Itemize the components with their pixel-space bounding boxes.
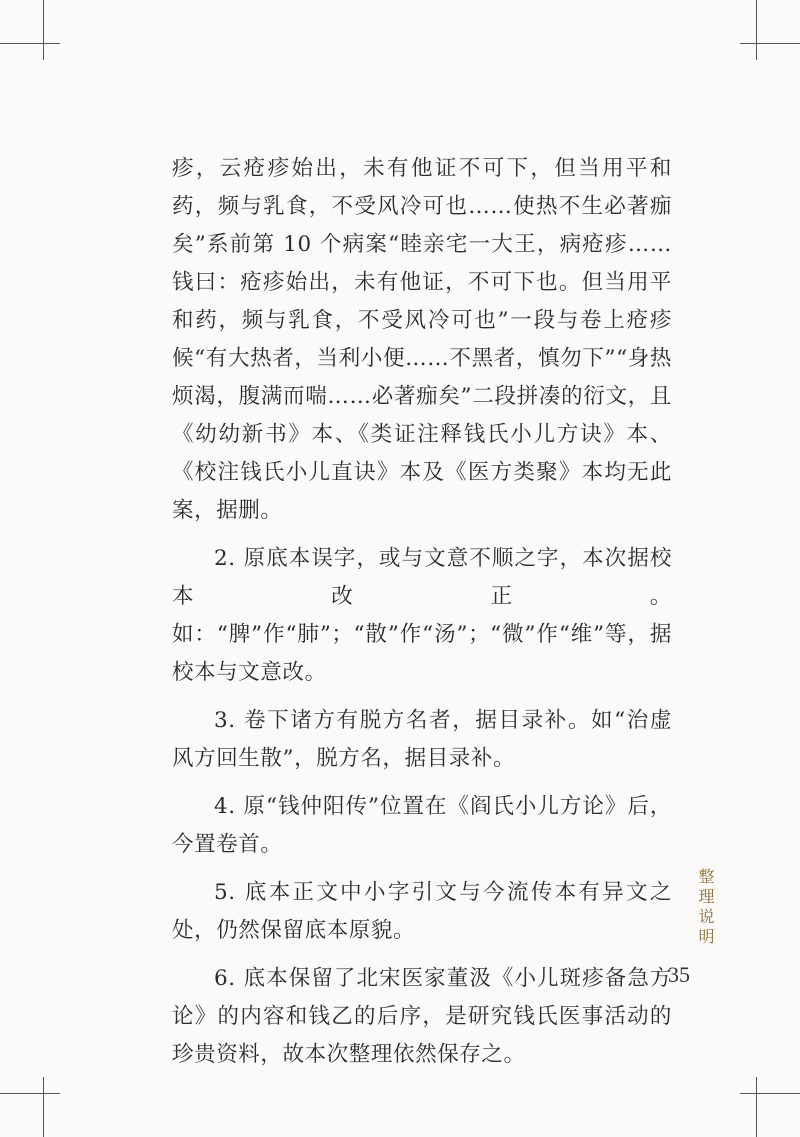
paragraph-item-4: 4. 原“钱仲阳传”位置在《阎氏小儿方论》后，今置卷首。 (172, 794, 672, 857)
body-text (172, 150, 672, 1084)
crop-mark-bottom-left-h (0, 1093, 60, 1094)
paragraph-item-3: 3. 卷下诸方有脱方名者，据目录补。如“治虚风方回生散”，脱方名，据目录补。 (172, 708, 672, 771)
crop-mark-bottom-right-v (756, 1077, 757, 1137)
crop-mark-bottom-right-h (740, 1093, 800, 1094)
crop-mark-top-left-v (43, 0, 44, 60)
crop-mark-top-left-h (0, 43, 60, 44)
section-side-label: 整理说明 (696, 868, 715, 948)
crop-mark-bottom-left-v (43, 1077, 44, 1137)
paragraph-item-6: 6. 底本保留了北宋医家董汲《小儿斑疹备急方论》的内容和钱乙的后序，是研究钱氏医事活动的珍贵资料，故本次整理依然保存之。 (172, 966, 672, 1067)
crop-mark-top-right-v (756, 0, 757, 60)
paragraph-continued: 疹，云疮疹始出，未有他证不可下，但当用平和药，频与乳食，不受风冷可也……使热不生必著痂矣”系前第 10 个病案“睦亲宅一大王，病疮疹……钱曰：疮疹始出，未有他证，不可下也。但当用平和药，频与乳食，不受风冷可也”一段与卷上疮疹候“有大热者，当利小便……不黑者，慎勿下”“身热烦渴，腹满而喘……必著痂矣”二段拼凑的衍文，且《幼幼新书》本、《类证注释钱氏小儿方诀》本、《校注钱氏小儿直诀》本及《医方类聚》本均无此案，据删。 (172, 156, 672, 523)
paragraph-item-5: 5. 底本正文中小字引文与今流传本有异文之处，仍然保留底本原貌。 (172, 880, 672, 943)
crop-mark-top-right-h (740, 43, 800, 44)
page-number: 35 (668, 962, 690, 987)
paragraph-item-2: 2. 原底本误字，或与文意不顺之字，本次据校本改正。如：“脾”作“肺”；“散”作“汤”；“微”作“维”等，据校本与文意改。 (172, 546, 672, 685)
